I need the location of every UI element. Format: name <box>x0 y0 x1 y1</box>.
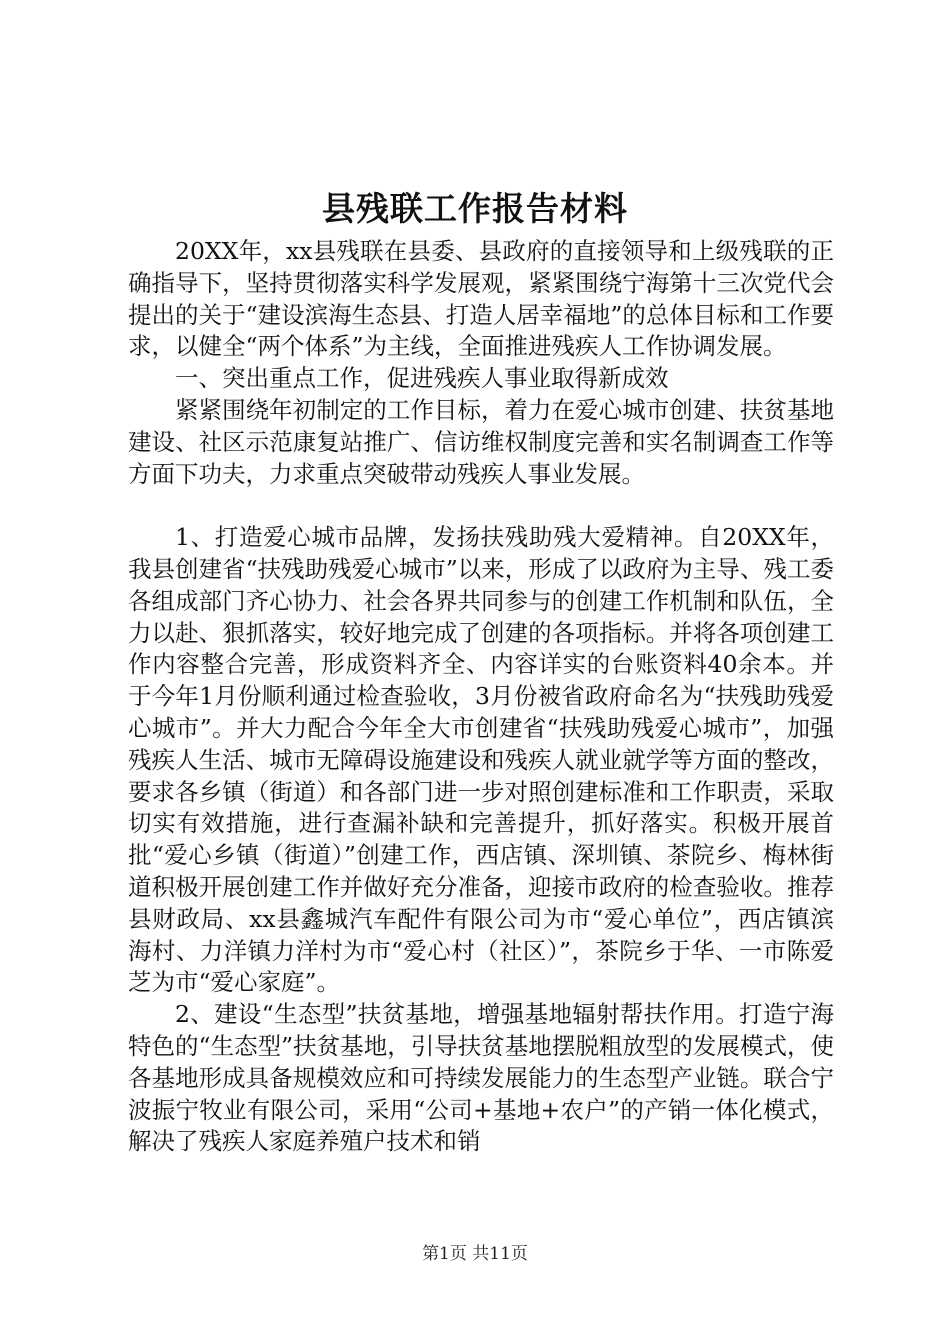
paragraph-item-2: 2、建设“生态型”扶贫基地，增强基地辐射帮扶作用。打造宁海特色的“生态型”扶贫基地，引导扶贫基地摆脱粗放型的发展模式，使各基地形成具备规模效应和可持续发展能力的生态型产业链。联合宁波振宁牧业有限公司，采用“公司+基地+农户”的产销一体化模式，解决了残疾人家庭养殖户技术和销 <box>128 1000 834 1156</box>
paragraph-overview: 紧紧围绕年初制定的工作目标，着力在爱心城市创建、扶贫基地建设、社区示范康复站推广、信访维权制度完善和实名制调查工作等方面下功夫，力求重点突破带动残疾人事业发展。 <box>128 395 834 488</box>
section-heading: 一、突出重点工作，促进残疾人事业取得新成效 <box>175 364 669 393</box>
document-body <box>128 236 834 1158</box>
page-footer: 第1页 共11页 <box>422 1244 528 1264</box>
paragraph-intro: 20XX年，xx县残联在县委、县政府的直接领导和上级残联的正确指导下，坚持贯彻落实科学发展观，紧紧围绕宁海第十三次党代会提出的关于“建设滨海生态县、打造人居幸福地”的总体目标和工作要求，以健全“两个体系”为主线，全面推进残疾人工作协调发展。 <box>128 237 834 361</box>
document-title: 县残联工作报告材料 <box>322 189 628 228</box>
paragraph-item-1: 1、打造爱心城市品牌，发扬扶残助残大爱精神。自20XX年，我县创建省“扶残助残爱心城市”以来，形成了以政府为主导、残工委各组成部门齐心协力、社会各界共同参与的创建工作机制和队伍，全力以赴、狠抓落实，较好地完成了创建的各项指标。并将各项创建工作内容整合完善，形成资料齐全、内容详实的台账资料40余本。并于今年1月份顺利通过检查验收，3月份被省政府命名为“扶残助残爱心城市”。并大力配合今年全大市创建省“扶残助残爱心城市”，加强残疾人生活、城市无障碍设施建设和残疾人就业就学等方面的整改，要求各乡镇（街道）和各部门进一步对照创建标准和工作职责，采取切实有效措施，进行查漏补缺和完善提升，抓好落实。积极开展首批“爱心乡镇（街道）”创建工作，西店镇、深圳镇、茶院乡、梅林街道积极开展创建工作并做好充分准备，迎接市政府的检查验收。推荐县财政局、xx县鑫城汽车配件有限公司为市“爱心单位”，西店镇滨海村、力洋镇力洋村为市“爱心村（社区）”，茶院乡于华、一市陈爱芝为市“爱心家庭”。 <box>128 523 834 997</box>
